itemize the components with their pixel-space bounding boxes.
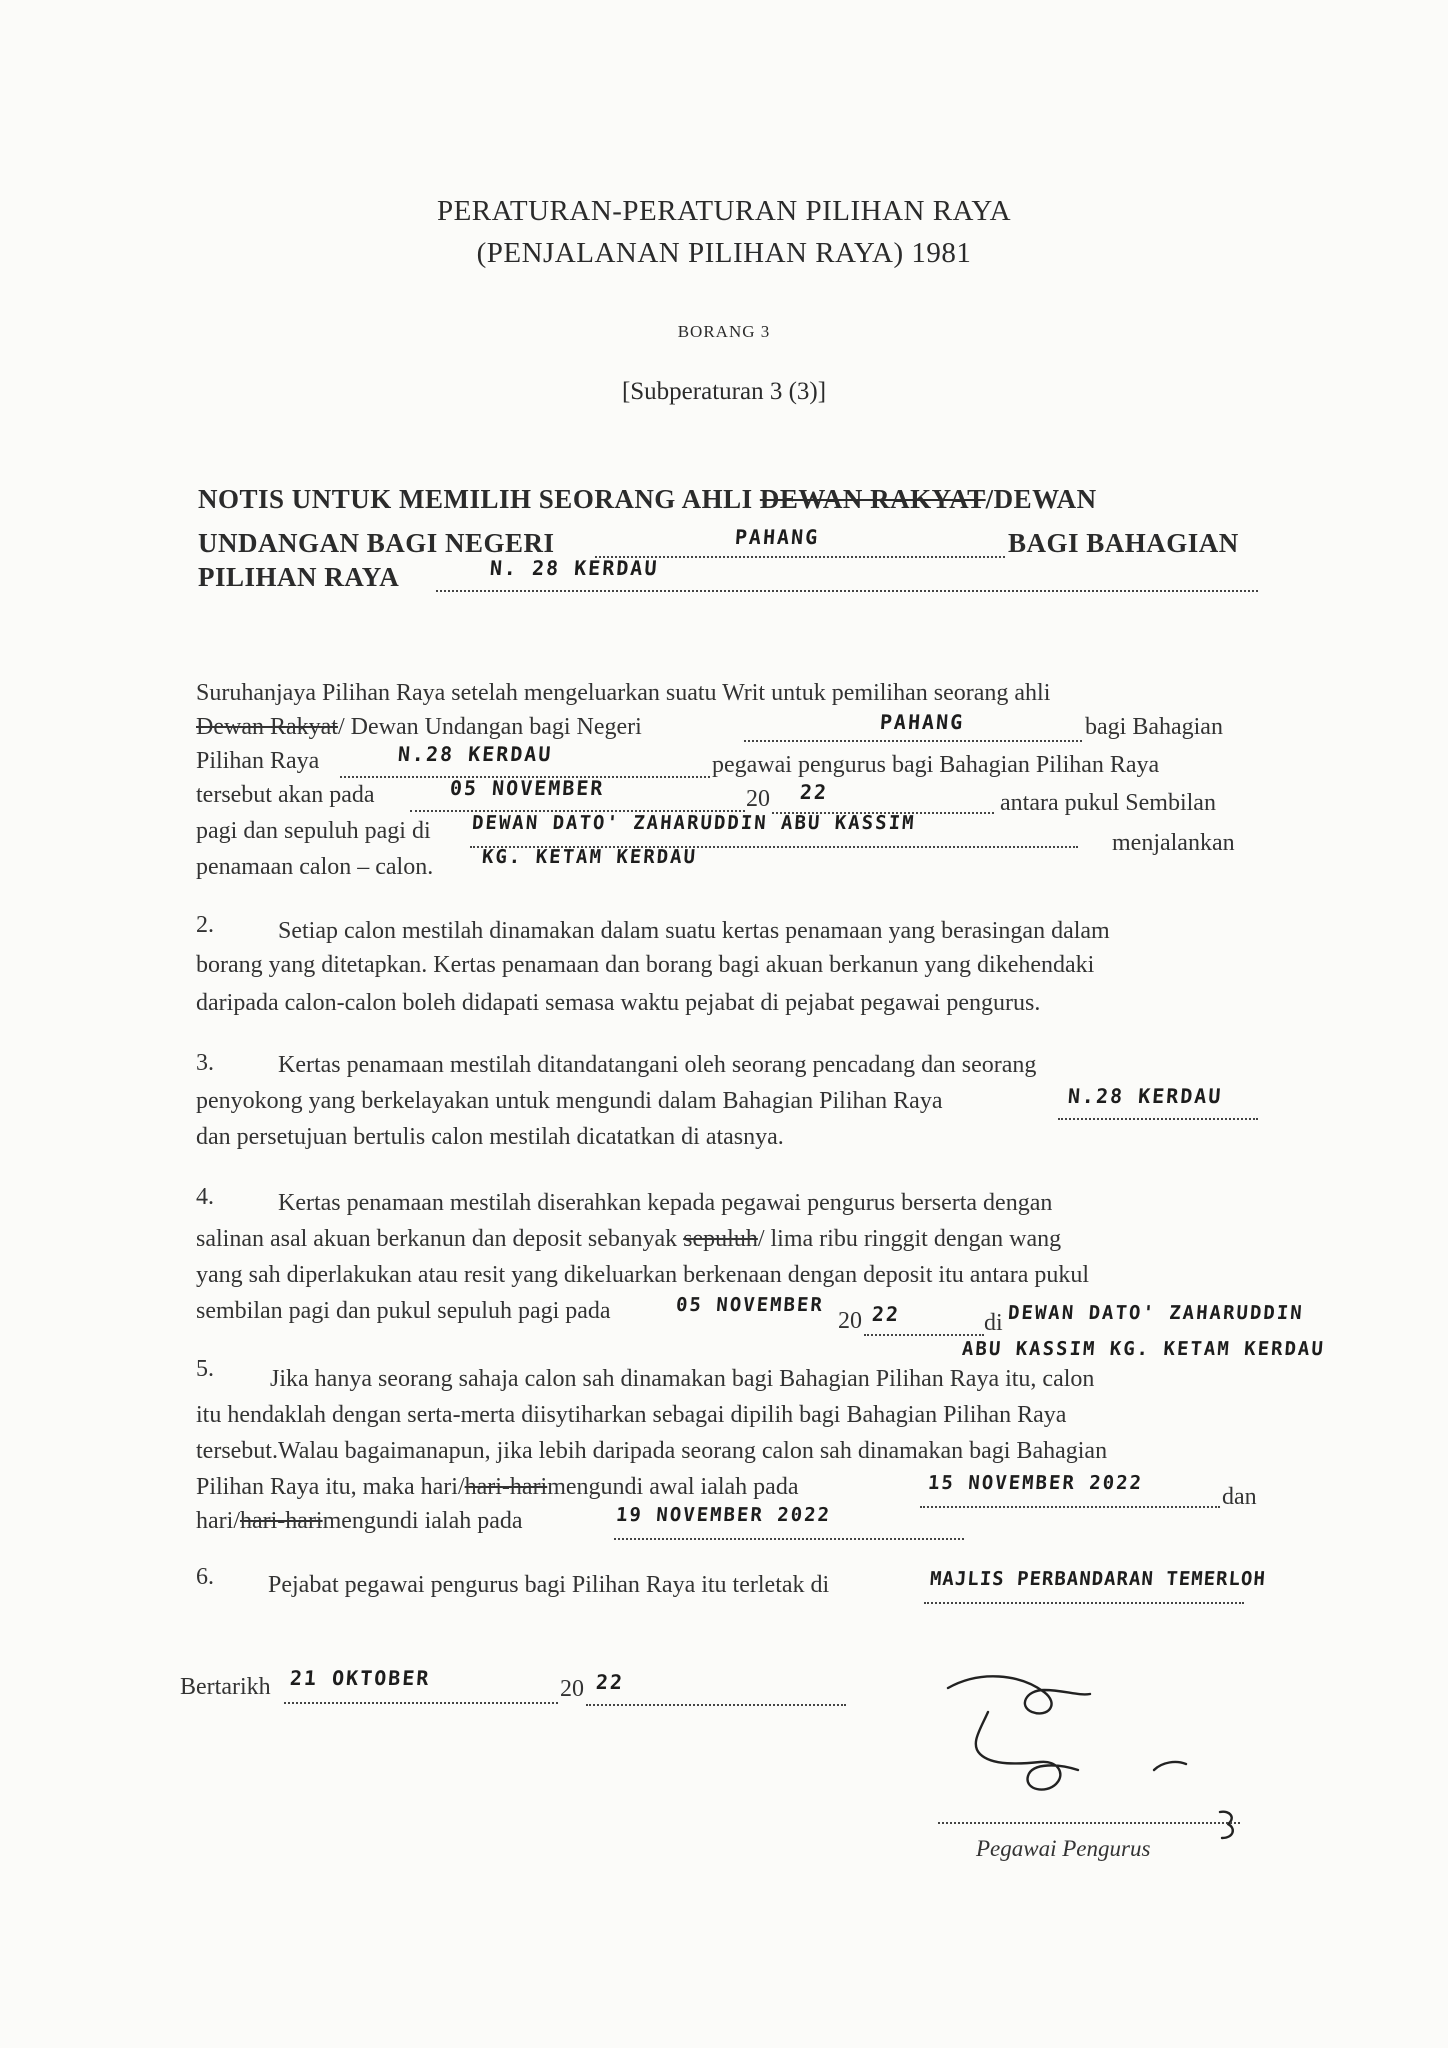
- dotted-fill-line: [744, 740, 1082, 742]
- handwritten-office-location: MAJLIS PERBANDARAN TEMERLOH: [929, 1568, 1267, 1590]
- p4-year-prefix: 20: [838, 1308, 862, 1334]
- handwritten-state: PAHANG: [734, 525, 821, 549]
- struck-dewan-rakyat: DEWAN RAKYAT: [759, 484, 986, 514]
- notice-title-line3-label: PILIHAN RAYA: [198, 562, 400, 592]
- notice-title-line2-label: UNDANGAN BAGI NEGERI: [198, 528, 555, 558]
- dated-year-prefix: 20: [560, 1676, 584, 1702]
- p1-line4-end: antara pukul Sembilan: [1000, 790, 1216, 816]
- handwritten-signing-year: 22: [595, 1670, 625, 1694]
- p5-line1: Jika hanya seorang sahaja calon sah dinamakan bagi Bahagian Pilihan Raya itu, calon: [270, 1366, 1095, 1392]
- p2-line1: Setiap calon mestilah dinamakan dalam suatu kertas penamaan yang berasingan dalam: [278, 918, 1110, 944]
- handwritten-date: 05 NOVEMBER: [675, 1294, 825, 1316]
- struck-hari-hari: hari-hari: [239, 1508, 323, 1534]
- p5-line4-end: dan: [1222, 1484, 1257, 1510]
- notice-title-line1: NOTIS UNTUK MEMILIH SEORANG AHLI DEWAN RAKYAT/DEWAN: [198, 484, 1097, 514]
- p5-line3: tersebut.Walau bagaimanapun, jika lebih daripada seorang calon sah dinamakan bagi Bahagian: [196, 1438, 1108, 1464]
- p4-number: 4.: [196, 1184, 214, 1210]
- handwritten-venue-village: KG. KETAM KERDAU: [481, 846, 698, 868]
- p5-number: 5.: [196, 1356, 214, 1382]
- p2-line3: daripada calon-calon boleh didapati semasa waktu pejabat di pejabat pegawai pengurus.: [196, 990, 1041, 1016]
- regulation-title-line1: PERATURAN-PERATURAN PILIHAN RAYA: [436, 195, 1012, 227]
- p3-line2-label: penyokong yang berkelayakan untuk mengundi dalam Bahagian Pilihan Raya: [196, 1088, 943, 1114]
- p6-line1-label: Pejabat pegawai pengurus bagi Pilihan Raya itu terletak di: [268, 1572, 830, 1598]
- dotted-fill-line: [864, 1334, 984, 1336]
- dotted-fill-line: [614, 1538, 964, 1540]
- returning-officer-title: Pegawai Pengurus: [976, 1836, 1151, 1861]
- dotted-fill-line: [920, 1506, 1220, 1508]
- p2-number: 2.: [196, 912, 214, 938]
- p4-line2: salinan asal akuan berkanun dan deposit sebanyak sepuluh/ lima ribu ringgit dengan wang: [196, 1226, 1062, 1252]
- p3-line3: dan persetujuan bertulis calon mestilah dicatatkan di atasnya.: [196, 1124, 784, 1150]
- p3-line1: Kertas penamaan mestilah ditandatangani oleh seorang pencadang dan seorang: [278, 1052, 1037, 1078]
- signature-line: [938, 1822, 1240, 1824]
- dated-label: Bertarikh: [180, 1674, 271, 1700]
- handwritten-division: N.28 KERDAU: [1067, 1084, 1224, 1108]
- dotted-fill-line: [924, 1602, 1244, 1604]
- p1-line2: Dewan Rakyat/ Dewan Undangan bagi Negeri: [196, 714, 642, 740]
- handwritten-polling-date: 19 NOVEMBER 2022: [615, 1504, 832, 1526]
- p1-line4-label: tersebut akan pada: [196, 782, 375, 808]
- handwritten-year: 22: [799, 780, 829, 804]
- handwritten-year: 22: [871, 1302, 901, 1326]
- handwritten-venue: DEWAN DATO' ZAHARUDDIN ABU KASSIM: [471, 812, 917, 834]
- dotted-fill-line: [1058, 1118, 1258, 1120]
- p1-line5-label: pagi dan sepuluh pagi di: [196, 818, 431, 844]
- handwritten-venue: DEWAN DATO' ZAHARUDDIN: [1007, 1302, 1305, 1324]
- notice-title-line2-end: BAGI BAHAGIAN: [1008, 528, 1239, 558]
- p1-line6: penamaan calon – calon.: [196, 854, 434, 880]
- handwritten-state: PAHANG: [879, 710, 966, 734]
- handwritten-signing-date: 21 OKTOBER: [289, 1666, 432, 1690]
- p1-line3-end: pegawai pengurus bagi Bahagian Pilihan Raya: [712, 752, 1160, 778]
- p5-line2: itu hendaklah dengan serta-merta diisytiharkan sebagai dipilih bagi Bahagian Pilihan Raya: [196, 1402, 1067, 1428]
- struck-sepuluh: sepuluh: [683, 1226, 758, 1252]
- p4-line3: yang sah diperlakukan atau resit yang dikeluarkan berkenaan dengan deposit itu antara pukul: [196, 1262, 1090, 1288]
- form-number: BORANG 3: [677, 322, 771, 341]
- struck-hari-hari: hari-hari: [464, 1474, 548, 1500]
- p6-number: 6.: [196, 1564, 214, 1590]
- p4-line4-label: sembilan pagi dan pukul sepuluh pagi pada: [196, 1298, 611, 1324]
- handwritten-early-vote-date: 15 NOVEMBER 2022: [927, 1472, 1144, 1494]
- p1-line5-end: menjalankan: [1112, 830, 1235, 856]
- dotted-fill-line: [284, 1702, 558, 1704]
- p1-line3-label: Pilihan Raya: [196, 748, 320, 774]
- p5-line4: Pilihan Raya itu, maka hari/hari-harimengundi awal ialah pada: [196, 1474, 799, 1500]
- p1-year-prefix: 20: [746, 786, 770, 812]
- subregulation-ref: [Subperaturan 3 (3)]: [621, 378, 827, 405]
- regulation-title-line2: (PENJALANAN PILIHAN RAYA) 1981: [476, 237, 972, 269]
- dotted-fill-line: [436, 590, 1258, 592]
- handwritten-venue-line2: ABU KASSIM KG. KETAM KERDAU: [961, 1338, 1326, 1360]
- struck-dewan-rakyat: Dewan Rakyat: [196, 714, 338, 740]
- p2-line2: borang yang ditetapkan. Kertas penamaan dan borang bagi akuan berkanun yang dikehendaki: [196, 952, 1095, 978]
- handwritten-date: 05 NOVEMBER: [449, 776, 606, 800]
- handwritten-division: N. 28 KERDAU: [489, 556, 660, 580]
- dotted-fill-line: [586, 1704, 846, 1706]
- signature-mark: [940, 1660, 1240, 1840]
- p1-line1: Suruhanjaya Pilihan Raya setelah mengeluarkan suatu Writ untuk pemilihan seorang ahli: [196, 680, 1051, 706]
- handwritten-division: N.28 KERDAU: [397, 742, 554, 766]
- p4-line1: Kertas penamaan mestilah diserahkan kepada pegawai pengurus berserta dengan: [278, 1190, 1053, 1216]
- p1-line2-end: bagi Bahagian: [1085, 714, 1223, 740]
- p4-di: di: [984, 1310, 1003, 1336]
- p3-number: 3.: [196, 1050, 214, 1076]
- p5-line5: hari/hari-harimengundi ialah pada: [196, 1508, 523, 1534]
